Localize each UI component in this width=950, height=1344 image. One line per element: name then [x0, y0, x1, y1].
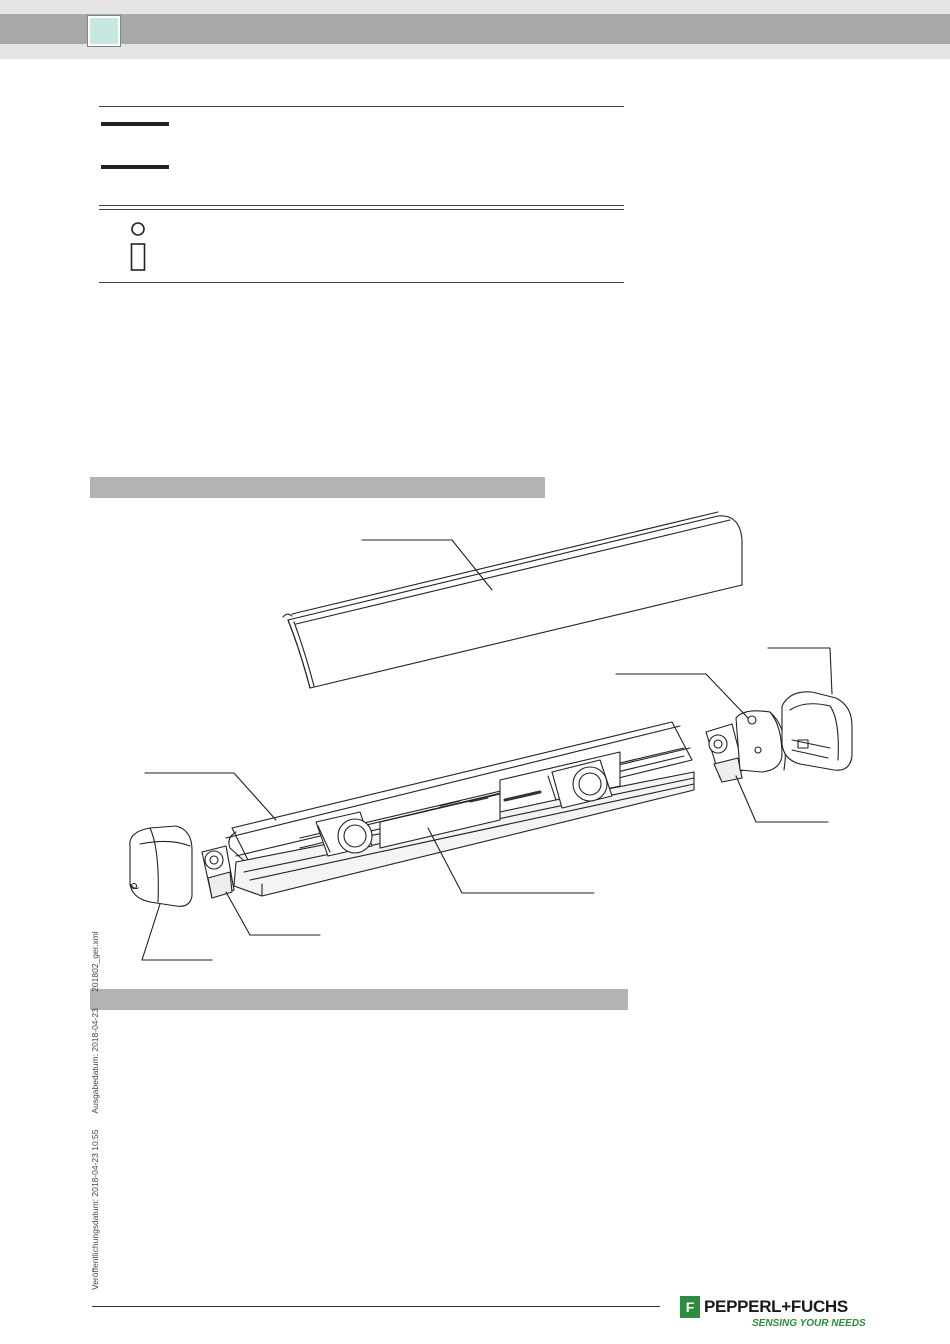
- cover-profile: [283, 512, 742, 688]
- leader-right-cap: [768, 648, 832, 694]
- right-end-cap: [782, 692, 852, 770]
- rail-body: [226, 722, 694, 896]
- left-bracket: [202, 846, 234, 898]
- warning-bar-icon: [101, 122, 169, 126]
- right-gasket-plate: [736, 711, 785, 772]
- info-icon: [124, 222, 152, 272]
- sidebar-metadata: [90, 917, 100, 1290]
- header-bottom-strip: [0, 44, 950, 59]
- header-band: [0, 14, 950, 44]
- info-bottom-rule: [99, 282, 624, 283]
- notice-divider-rule-2: [99, 209, 624, 210]
- notice-top-rule: [99, 106, 624, 107]
- issue-date: Ausgabedatum: 2018-04-23: [90, 1008, 100, 1114]
- chapter-marker: [88, 16, 120, 46]
- brand-tagline: SENSING YOUR NEEDS: [752, 1318, 866, 1329]
- published-date: Veröffentlichungsdatum: 2018-04-23 10:55: [90, 1129, 100, 1290]
- header-top-strip: [0, 0, 950, 14]
- leader-left-bracket: [226, 892, 320, 935]
- section-heading-bar-1: [90, 477, 545, 498]
- brand-name: PEPPERL+FUCHS: [704, 1297, 848, 1316]
- leader-rail: [145, 773, 276, 820]
- footer-rule: [92, 1306, 660, 1307]
- exploded-assembly-drawing: [0, 500, 950, 980]
- document-id: 201802_ger.xml: [90, 931, 100, 992]
- leader-left-cap: [142, 904, 212, 960]
- warning-bar-icon-2: [101, 165, 169, 169]
- pf-logo-icon: F: [680, 1296, 700, 1318]
- leader-right-bracket: [736, 776, 828, 822]
- leader-right-gasket: [616, 674, 748, 718]
- notice-divider-rule: [99, 205, 624, 206]
- section-heading-bar-2: [90, 989, 628, 1010]
- left-end-cap: [130, 826, 192, 906]
